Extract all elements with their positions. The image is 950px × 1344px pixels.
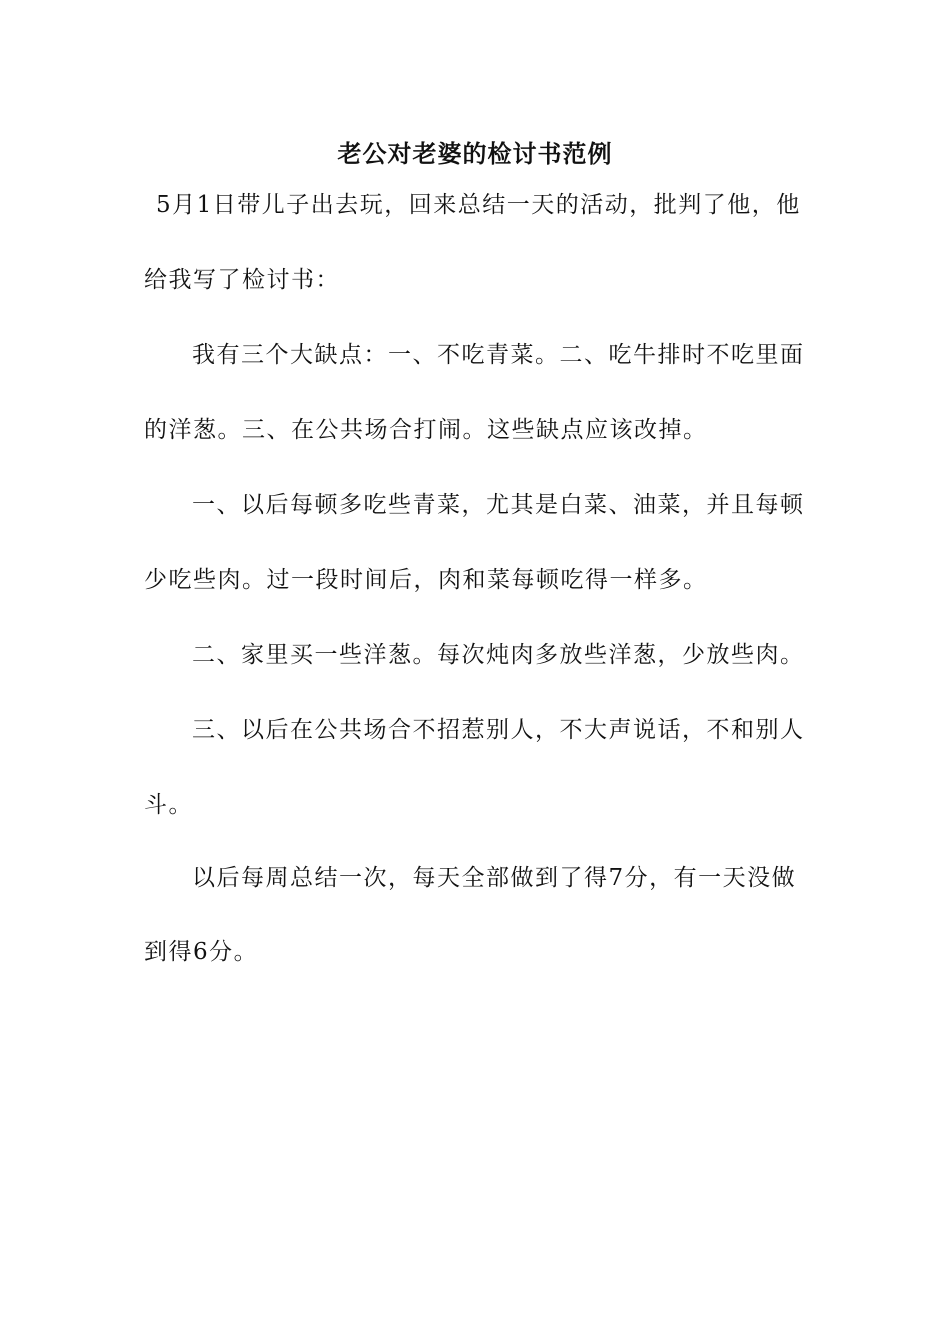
- document-title: 老公对老婆的检讨书范例: [337, 139, 613, 168]
- paragraph-line: 的洋葱。三、在公共场合打闹。这些缺点应该改掉。: [144, 417, 708, 443]
- paragraph-line: 到得6分。: [144, 939, 259, 965]
- paragraph-line: 我有三个大缺点：一、不吃青菜。二、吃牛排时不吃里面: [192, 342, 805, 368]
- paragraph-line: 斗。: [144, 792, 193, 818]
- paragraph-line: 给我写了检讨书：: [144, 267, 340, 293]
- paragraph-line: 一、以后每顿多吃些青菜，尤其是白菜、油菜，并且每顿: [192, 492, 805, 518]
- paragraph-line: 二、家里买一些洋葱。每次炖肉多放些洋葱，少放些肉。: [192, 642, 805, 668]
- paragraph-line: 以后每周总结一次，每天全部做到了得7分，有一天没做: [192, 865, 797, 891]
- paragraph-line: 三、以后在公共场合不招惹别人，不大声说话，不和别人: [192, 717, 805, 743]
- paragraph-line: 少吃些肉。过一段时间后，肉和菜每顿吃得一样多。: [144, 567, 708, 593]
- paragraph-line: 5月1日带儿子出去玩，回来总结一天的活动，批判了他，他: [156, 192, 801, 218]
